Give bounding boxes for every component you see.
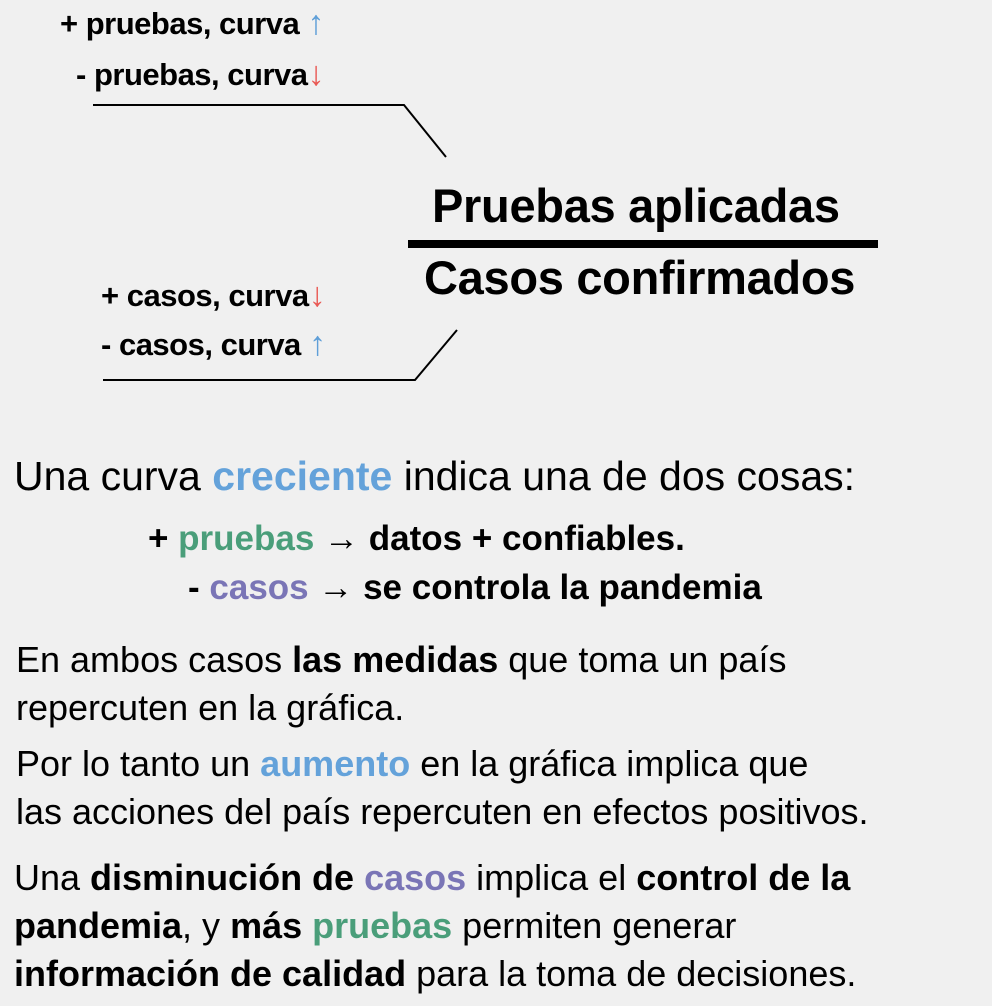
highlight-creciente: creciente	[212, 453, 393, 499]
minus-sign: -	[76, 57, 86, 92]
fraction-bar	[408, 240, 878, 248]
plus-sign: +	[60, 6, 78, 41]
highlight-casos: casos	[209, 568, 309, 607]
numerator: Pruebas aplicadas	[432, 179, 840, 232]
arrow-down-icon: ↓	[308, 276, 326, 314]
plus-sign: +	[101, 278, 119, 313]
label-fewer-tests: - pruebas, curva↓	[76, 55, 324, 93]
label-more-tests: + pruebas, curva ↑	[60, 4, 324, 42]
intro-line: Una curva creciente indica una de dos cosas:	[14, 453, 856, 499]
arrow-up-icon: ↑	[307, 4, 324, 42]
label-more-cases: + casos, curva↓	[101, 276, 326, 314]
item-fewer-cases: - casos → se controla la pandemia	[188, 568, 762, 607]
highlight-aumento: aumento	[260, 743, 411, 784]
denominator: Casos confirmados	[424, 251, 856, 304]
paragraph-increase: Por lo tanto un aumento en la gráfica implica que las acciones del país repercuten en efectos positivos.	[16, 743, 869, 832]
paragraph-decrease: Una disminución de casos implica el control de la pandemia, y más pruebas permiten generar información de calidad para la toma de decisiones.	[14, 857, 857, 994]
label-fewer-cases: - casos, curva ↑	[101, 325, 326, 363]
highlight-pruebas: pruebas	[178, 519, 315, 558]
right-arrow-icon: →	[314, 519, 369, 558]
arrow-up-icon: ↑	[308, 325, 326, 363]
paragraph-measures: En ambos casos las medidas que toma un país repercuten en la gráfica.	[16, 639, 787, 728]
minus-sign: -	[101, 327, 111, 362]
arrow-down-icon: ↓	[307, 55, 324, 93]
item-more-tests: + pruebas → datos + confiables.	[148, 519, 685, 558]
right-arrow-icon: →	[308, 568, 364, 607]
